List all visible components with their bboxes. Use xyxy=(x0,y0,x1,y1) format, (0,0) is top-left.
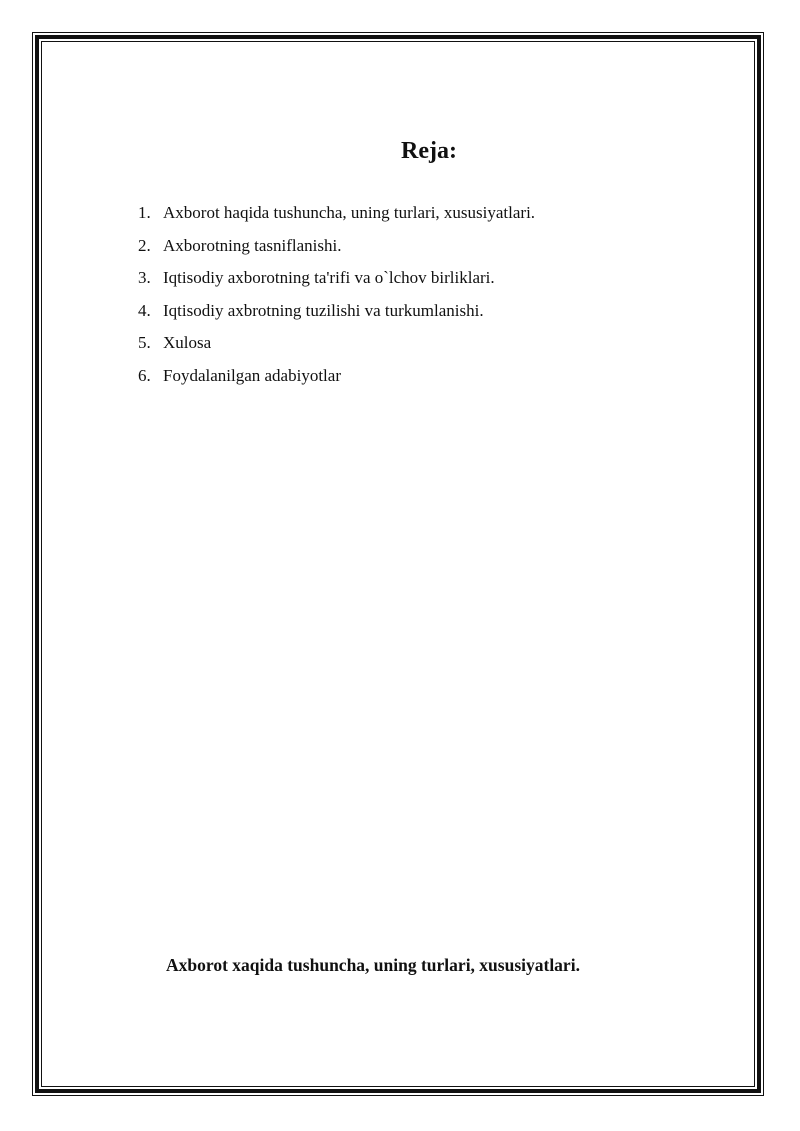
plan-item-text: Axborotning tasniflanishi. xyxy=(163,235,342,255)
plan-item-1 xyxy=(138,197,535,230)
page-title: Reja: xyxy=(401,138,457,164)
plan-item-2 xyxy=(138,230,535,263)
plan-item-text: Xulosa xyxy=(163,333,212,352)
plan-item-text: Axborot haqida tushuncha, uning turlari, xususiyatlari. xyxy=(163,203,536,222)
plan-item-4 xyxy=(138,295,535,328)
section-heading: Axborot xaqida tushuncha, uning turlari, xususiyatlari. xyxy=(166,955,580,975)
plan-item-text: Iqtisodiy axborotning ta'rifi va o`lchov birliklari. xyxy=(163,268,495,287)
plan-item-6 xyxy=(138,360,535,393)
plan-item-3 xyxy=(138,262,535,295)
plan-item-text: Iqtisodiy axbrotning tuzilishi va turkumlanishi. xyxy=(163,300,484,320)
plan-item-text: Foydalanilgan adabiyotlar xyxy=(163,365,341,385)
plan-item-number: 5. xyxy=(138,333,151,352)
plan-item-number: 4. xyxy=(138,300,151,320)
plan-item-5 xyxy=(138,327,535,360)
plan-item-number: 1. xyxy=(138,203,151,222)
plan-item-number: 3. xyxy=(138,268,151,287)
plan-list xyxy=(138,197,535,392)
plan-item-number: 2. xyxy=(138,235,151,255)
plan-item-number: 6. xyxy=(138,365,151,385)
